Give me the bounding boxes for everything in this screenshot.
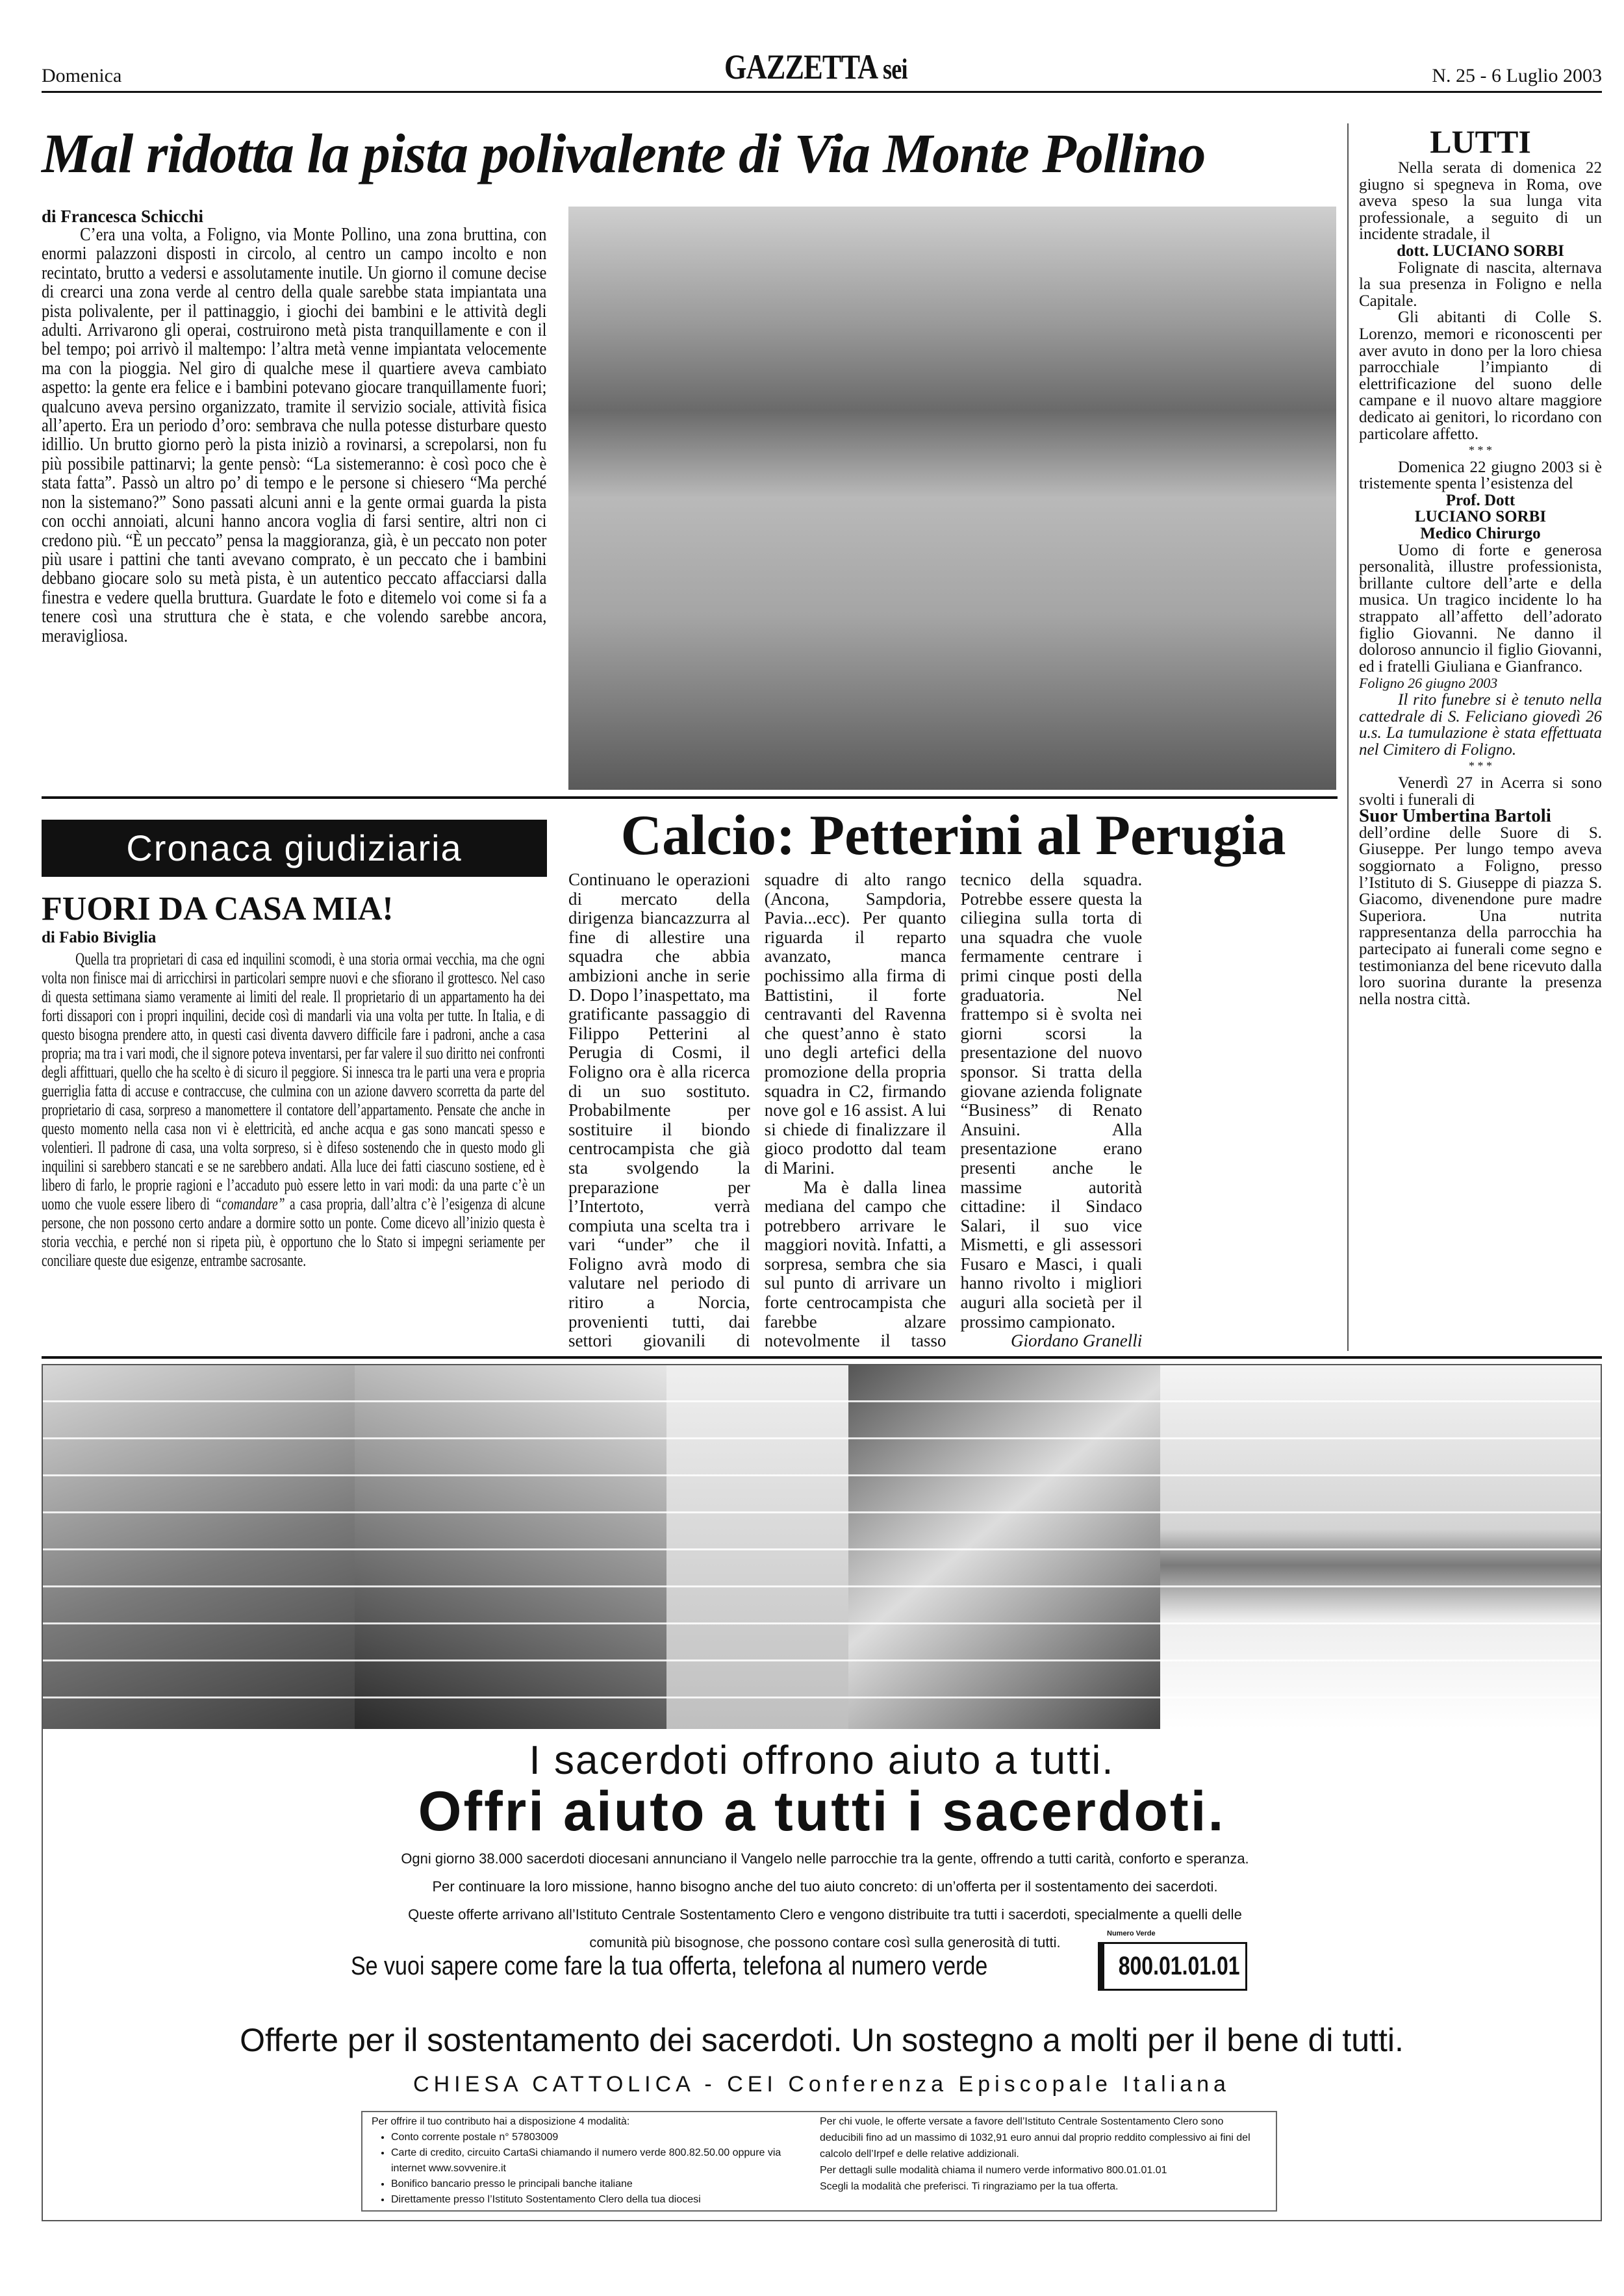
ad-text-line: Per continuare la loro missione, hanno bisogno anche del tuo aiuto concreto: di un’offerta per il sostentamento dei sacerdoti. bbox=[432, 1878, 1218, 1895]
lutti-name: LUCIANO SORBI bbox=[1414, 508, 1547, 526]
cronaca-headline: FUORI DA CASA MIA! bbox=[42, 890, 394, 927]
ad-info-left bbox=[362, 2112, 811, 2210]
masthead-suffix: sei bbox=[883, 53, 907, 85]
masthead bbox=[724, 47, 907, 87]
calcio-body bbox=[568, 870, 1338, 1351]
ad-text-line: Queste offerte arrivano all’Istituto Centrale Sostentamento Clero e vengono distribuite tra tutti i sacerdoti, specialmente a quelli delle bbox=[408, 1906, 1242, 1923]
text-emphasis: “comandare” bbox=[214, 1194, 285, 1213]
ad-line2: Offri aiuto a tutti i sacerdoti. bbox=[418, 1780, 1226, 1843]
phone-number: 800.01.01.01 bbox=[1118, 1952, 1240, 1980]
article-headline: Mal ridotta la pista polivalente di Via Monte Pollino bbox=[42, 122, 1206, 184]
lutti-paragraph: Gli abitanti di Colle S. Lorenzo, memori e riconoscenti per aver avuto in dono per la loro chiesa parrocchiale l’impianto di elettrificazione del suono delle campane e il nuovo altare maggiore dedicato ai genitori, lo ricordano con particolare affetto. bbox=[1359, 309, 1602, 443]
lutti-paragraph: Uomo di forte e generosa personalità, illustre professionista, brillante cultore dell’arte e della musica. Un tragico incidente lo ha strappato all’affetto dell’adorato figlio Giovanni. Ne danno il doloroso annuncio il figlio Giovanni, ed i fratelli Giuliana e Gianfranco. bbox=[1359, 541, 1602, 675]
masthead-title: GAZZETTA bbox=[724, 47, 876, 86]
ad-text-line: comunità più bisognose, che possono contare così sulla generosità di tutti. bbox=[589, 1934, 1061, 1950]
lutti-paragraph: Nella serata di domenica 22 giugno si spegneva in Roma, ove aveva speso la sua lunga vita professionale, a seguito di un incidente stradale, il bbox=[1359, 159, 1602, 244]
calcio-author: Giordano Granelli bbox=[1011, 1331, 1143, 1351]
separator: * * * bbox=[1469, 759, 1492, 773]
section-rule bbox=[42, 1356, 1602, 1359]
ad-text-line: Ogni giorno 38.000 sacerdoti diocesani annunciano il Vangelo nelle parrocchie tra la gente, offrendo a tutti carità, conforto e speranza. bbox=[401, 1850, 1249, 1867]
ad-org: CHIESA CATTOLICA - CEI Conferenza Episcopale Italiana bbox=[413, 2072, 1230, 2097]
ad-line1: I sacerdoti offrono aiuto a tutti. bbox=[529, 1738, 1115, 1783]
photo-strip-lines bbox=[43, 1365, 1601, 1729]
payment-option: • Carte di credito, circuito CartaSi chiamando il numero verde 800.82.50.00 oppure via internet www.sovvenire.it bbox=[391, 2145, 802, 2176]
lutti-name: Medico Chirurgo bbox=[1420, 525, 1541, 543]
lutti-paragraph: Folignate di nascita, alternava la sua presenza in Foligno e nella Capitale. bbox=[1359, 259, 1602, 310]
pista-photo bbox=[568, 207, 1336, 790]
lutti-dateline: Foligno 26 giugno 2003 bbox=[1359, 675, 1498, 692]
lutti-name: Suor Umbertina Bartoli bbox=[1359, 805, 1551, 827]
ad-slogan: Offerte per il sostentamento dei sacerdoti. Un sostegno a molti per il bene di tutti. bbox=[240, 2022, 1404, 2058]
ad-info-text: Scegli la modalità che preferisci. Ti ringraziamo per la tua offerta. bbox=[820, 2181, 1119, 2192]
ad-info-text: Per chi vuole, le offerte versate a favore dell’Istituto Centrale Sostentamento Clero sono deducibili fino ad un massimo di 1032,91 euro annui dal proprio reddito complessivo ai fini del calcolo dell’Irpef e delle relative addizionali. bbox=[820, 2116, 1250, 2160]
payment-option: • Conto corrente postale n° 57803009 bbox=[391, 2130, 802, 2145]
calcio-paragraph: Continuano le operazioni di mercato della dirigenza biancazzurra al fine di allestire una squadra che abbia ambizioni anche in serie D. Dopo l’inaspettato, ma gratificante passaggio di Filippo Petterini al Perugia di Cosmi, il Foligno ora è alla ricerca di un suo sostituto. Probabilmente per sostituire il biondo centrocampista che già sta svolgendo la preparazione per l’Intertoto, verrà compiuta una scelta tra i vari “under” che il Foligno avrà modo di valutare nel periodo di ritiro a Norcia, provenienti tutti, dai settori giovanili di squadre di alto rango (Ancona, Sampdoria, Pavia...ecc). Per quanto riguarda il reparto avanzato, manca pochissimo alla firma di Battistini, il forte centravanti del Ravenna che quest’anno è stato uno degli artefici della promozione della propria squadra in C2, firmando nove gol e 16 assist. A lui si chiede di finalizzare il gioco prodotto dal team di Marini. bbox=[568, 870, 946, 1351]
separator: * * * bbox=[1469, 444, 1492, 457]
lutti-paragraph: Venerdì 27 in Acerra si sono svolti i funerali di bbox=[1359, 774, 1602, 809]
column-divider bbox=[1347, 123, 1349, 1351]
phone-label: Numero Verde bbox=[1107, 1930, 1156, 1937]
phone-box bbox=[1098, 1930, 1247, 1991]
article-byline: di Francesca Schicchi bbox=[42, 207, 203, 226]
lutti-column bbox=[1359, 123, 1602, 1007]
header-rule bbox=[42, 91, 1602, 93]
lutti-paragraph: Domenica 22 giugno 2003 si è tristemente spenta l’esistenza del bbox=[1359, 458, 1602, 493]
ad-info-text: Per dettagli sulle modalità chiama il numero verde informativo 800.01.01.01 bbox=[820, 2165, 1167, 2176]
article-paragraph: C’era una volta, a Foligno, via Monte Pollino, una zona bruttina, con enormi palazzoni disposti in circolo, al centro un campo incolto e non recintato, brutto a vedersi e assolutamente inutile. Un giorno il comune decise di crearci una zona verde al centro della quale sarebbe stata impiantata una pista polivalente, per il pattinaggio, i giochi dei bambini e le attività degli adulti. Arrivarono gli operai, costruirono metà pista tranquillamente e con il bel tempo; poi arrivò il maltempo: l’altra metà venne impiantata velocemente ma con la pioggia. Nel giro di qualche mese il quartiere aveva cambiato aspetto: la gente era felice e i bambini potevano giocare tranquillamente fuori; qualcuno aveva persino organizzato, tramite il servizio sociale, attività fisica all’aperto. Era un periodo d’oro: sembrava che nulla potesse disturbare questo idillio. Un brutto giorno però la pista iniziò a rovinarsi, a screpolarsi, non fu più possibile pattinarvi; la gente pensò: “La sistemeranno: è così poco che è stata fatta”. Passò un altro po’ di tempo e le persone si chiesero “Ma perché non la sistemano?” Sono passati alcuni anni e la gente ormai guarda la pista con occhi annoiati, alcuni hanno ancora voglia di farsi sentire, altri non ci credono più. “È un peccato” pensa la maggioranza, già, è un peccato non poter più usare i pattini che tanti avevano comprato, è un peccato che i bambini debbano giocare solo su metà pista, è un autentico peccato affacciarsi dalla finestra e vedere quella bruttura. Guardate le foto e ditemelo voi come si fa a tenere così una struttura che è stata, e che volendo sarebbe ancora, meravigliosa. bbox=[42, 224, 547, 646]
lutti-paragraph: dell’ordine delle Suore di S. Giuseppe. Per lungo tempo aveva soggiornato a Foligno, presso l’Istituto di S. Giuseppe di piazza S. Giacomo, divenendone pure madre Superiora. Una nutrita rappresentanza della parrocchia ha partecipato ai funerali come segno e testimonianza del bene ricevuto dalla loro suorina durante la presenza nella nostra città. bbox=[1359, 824, 1602, 1008]
lutti-name: Prof. Dott bbox=[1445, 491, 1516, 509]
text: Quella tra proprietari di casa ed inquilini scomodi, è una storia ormai vecchia, ma che ogni volta non finisce mai di arricchirsi in particolari sempre nuovi e che sfiorano il grottesco. Nel caso di questa settimana siamo veramente ai limiti del reale. Il proprietario di un appartamento ha dei forti dissapori con i propri inquilini, decide così di mandarli via una volta per tutte. In Italia, e di questo bisogna prendere atto, in questi casi diventa davvero difficile fare i padroni, anche a casa propria; ma tra i vari modi, che il signore poteva inventarsi, per far valere il suo diritto nei confronti degli affittuari, quello che ha scelto è di sicuro il peggiore. Si innesca tra le parti una vera e propria guerriglia fatta di accuse e contraccuse, che culmina con un azione davvero scorretta da parte del proprietario di casa, sorpreso a manomettere il contatore dell’appartamento. Pensate che anche in questo momento nella casa non vi è elettricità, ed anche acqua e gas sono mancati spesso e volentieri. Il padrone di casa, una volta sorpreso, si è difeso sostenendo che in questo modo gli inquilini si sarebbero stancati e se ne sarebbero andati. Alla luce dei fatti ciascuno sostiene, ed è libero di farlo, le proprie ragioni e l’accaduto può essere letto in vari modi: da una parte c’è un uomo che vuole essere libero di bbox=[42, 950, 545, 1213]
ad-small-text bbox=[273, 1845, 1377, 1956]
section-rule bbox=[42, 796, 1338, 799]
payment-option: • Bonifico bancario presso le principali banche italiane bbox=[391, 2176, 802, 2192]
ad-info-right bbox=[811, 2112, 1276, 2210]
calcio-headline: Calcio: Petterini al Perugia bbox=[620, 804, 1286, 867]
cronaca-byline: di Fabio Biviglia bbox=[42, 929, 157, 946]
text: a casa propria, dall’altra c’è l’esigenza di alcune persone, che non possono certo andare a dormire sotto un ponte. Come dicevo all’inizio questa è storia vecchia, e perché non si ripeta più, è opportuno che lo Stato si impegni seriamente per conciliare queste due esigenze, entrambe sacrosante. bbox=[42, 1194, 545, 1270]
photo-strip bbox=[43, 1365, 1601, 1729]
calcio-paragraph: Ma è dalla linea mediana del campo che potrebbero arrivare le maggiori novità. Infatti, a sorpresa, sembra che sia sul punto di arrivare un forte centrocampista che farebbe alzare notevolmente il tasso tecnico della squadra. Potrebbe essere questa la ciliegina sulla torta di una squadra che vuole fermamente centrare i primi cinque posti della graduatoria. Nel frattempo si è svolta nei giorni scorsi la presentazione del nuovo sponsor. Si tratta della giovane azienda folignate “Business” di Renato Ansuini. Alla presentazione erano presenti anche le massime autorità cittadine: il Sindaco Salari, il suo vice Mismetti, e gli assessori Fusaro e Masci, i quali hanno rivolto i migliori auguri alla società per il prossimo campionato. bbox=[764, 870, 1143, 1351]
section-banner: Cronaca giudiziaria bbox=[42, 820, 547, 877]
ad-phone-text: Se vuoi sapere come fare la tua offerta, telefona al numero verde bbox=[351, 1952, 988, 1980]
cronaca-body bbox=[42, 950, 545, 1270]
cronaca-paragraph bbox=[42, 950, 545, 1270]
lutti-title: LUTTI bbox=[1430, 123, 1531, 160]
ad-info-title: Per offrire il tuo contributo hai a disposizione 4 modalità: bbox=[372, 2116, 630, 2127]
article-body bbox=[42, 225, 546, 646]
issue-info: N. 25 - 6 Luglio 2003 bbox=[1432, 65, 1602, 86]
lutti-paragraph: Il rito funebre si è tenuto nella cattedrale di S. Feliciano giovedì 26 u.s. La tumulazione è stata effettuata nel Cimitero di Foligno. bbox=[1359, 691, 1602, 759]
payment-option: • Direttamente presso l’Istituto Sostentamento Clero della tua diocesi bbox=[391, 2192, 802, 2208]
header-day: Domenica bbox=[42, 65, 122, 86]
ad-info-box bbox=[361, 2111, 1277, 2212]
lutti-name: dott. LUCIANO SORBI bbox=[1397, 242, 1564, 260]
